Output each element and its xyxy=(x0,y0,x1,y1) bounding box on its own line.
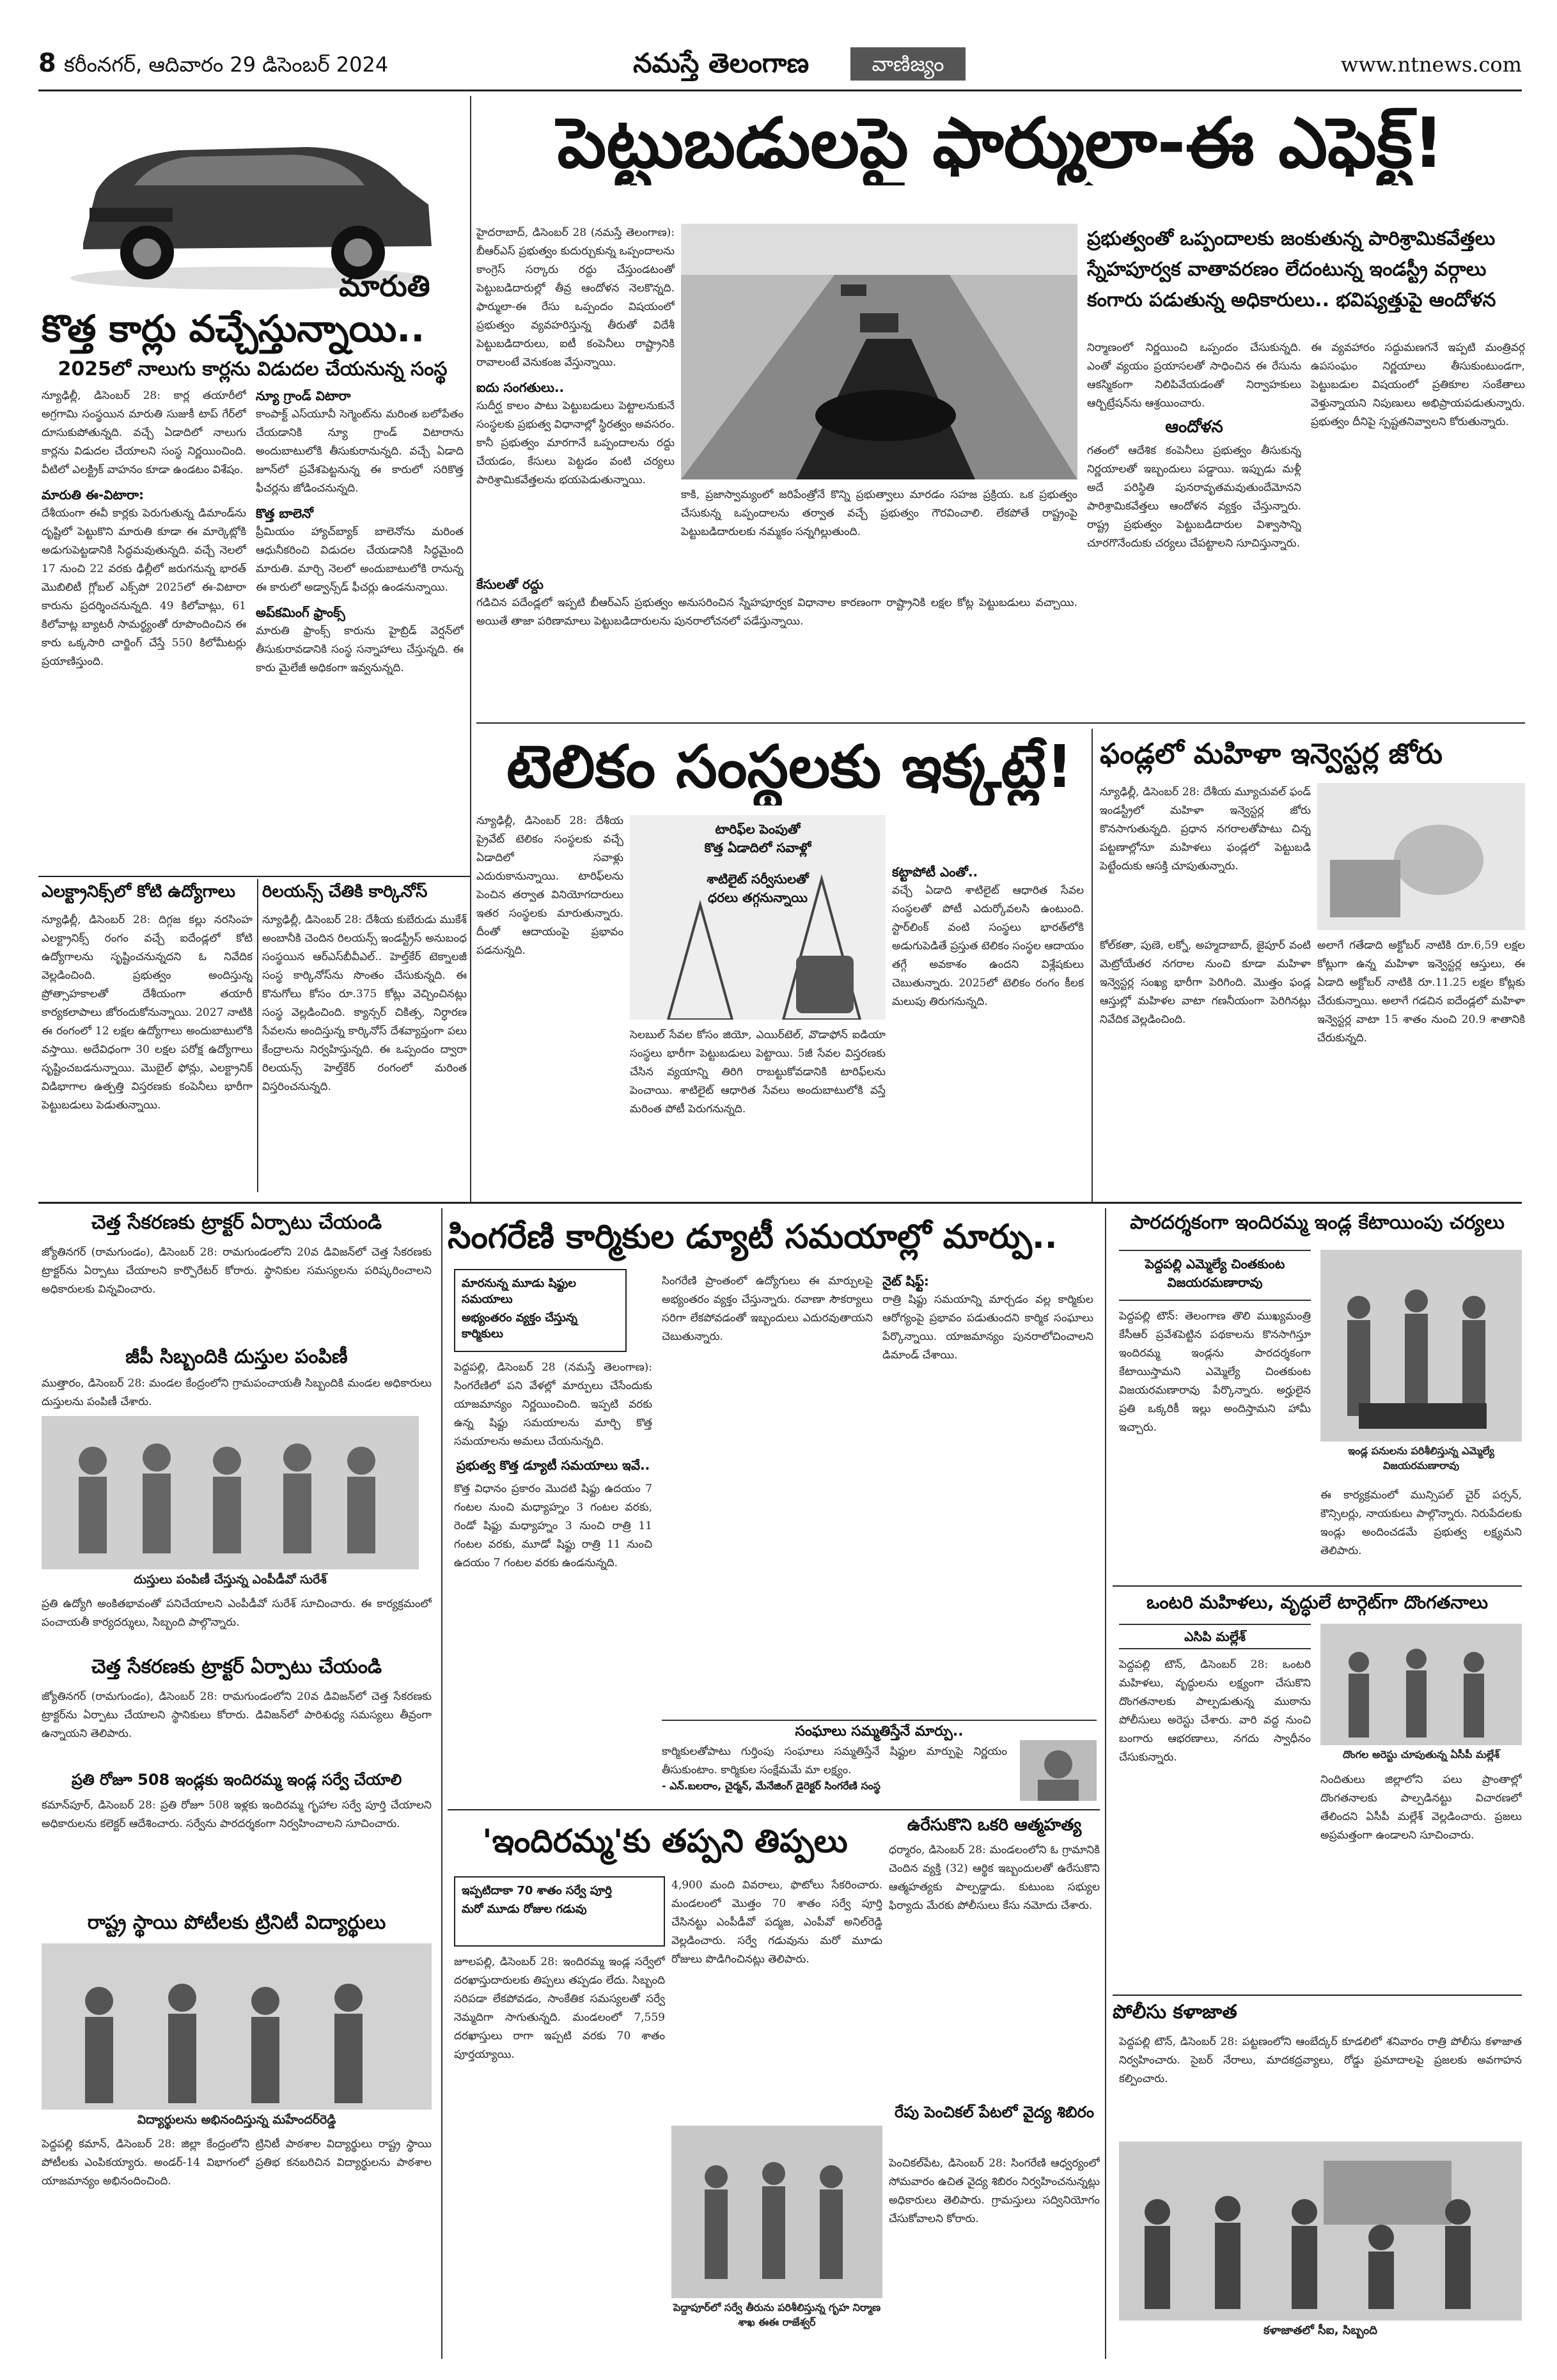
maruti-col2-subhead2: కొత్త బాలెనో xyxy=(256,506,314,521)
maruti-kicker: మారుతి xyxy=(339,268,430,303)
funds-photo xyxy=(1317,783,1525,930)
bjp-after: ప్రతి ఉద్యోగి అంకితభావంతో పనిచేయాలని ఎంపీడీవో సురేశ్ సూచించారు. ఈ కార్యక్రమంలో పంచాయతీ కార్యదర్శులు, సిబ్బంది పాల్గొన్నారు. xyxy=(42,1598,432,1629)
indiramma-col1-left xyxy=(454,1953,665,2349)
section-label: వాణిజ్యం xyxy=(850,47,966,81)
singareni-quote-attr: - ఎన్.బలరాం, చైర్మన్, మేనేజింగ్ డైరెక్టర్ సింగరేణి సంస్థ xyxy=(662,1780,881,1792)
car-photo xyxy=(38,96,460,294)
transparency-subhead: పెద్దపల్లి ఎమ్మెల్యే చింతకుంట విజయరమణారావు xyxy=(1145,1256,1285,1290)
electronics-body: న్యూఢిల్లీ, డిసెంబర్ 28: దిగ్గజ కల్లు నరసింహ ఎలక్ట్రానిక్స్ రంగం వచ్చే ఐదేండ్లలో కోటి ఉద్యోగాలను సృష్టించనున్నదని ఓ నివేదిక వెల్లడించింది. ప్రభుత్వం అందిస్తున్న ప్రోత్సాహకాలతో దేశీయంగా తయారీ కార్యకలాపాలు జోరందుకోనున్నాయి. 2027 నాటికి ఈ రంగంలో 12 లక్షల ఉద్యోగాలు అందుబాటులోకి వస్తాయి. అదేవిధంగా 30 లక్షల పరోక్ష ఉద్యోగాలు సృష్టించబడనున్నాయి. మొబైల్ ఫోన్లు, ఎలక్ట్రానిక్ విడిభాగాల ఉత్పత్తి విస్తరణకు కంపెనీలు భారీగా పెట్టుబడులు పెడుతున్నాయి. xyxy=(42,914,253,1112)
tractor-body: జ్యోతినగర్ (రామగుండం), డిసెంబర్ 28: రామగుండంలోని 20వ డివిజన్‌లో చెత్త సేకరణకు ట్రాక్టర్‌ను ఏర్పాటు చేయాలని కార్పొరేటర్ కోరారు. స్థానికుల సమస్యలను పరిష్కరించాలని అధికారులకు విన్నవించారు. xyxy=(42,1246,432,1296)
maruti-col2 xyxy=(256,387,464,853)
reliance-body: న్యూఢిల్లీ, డిసెంబర్ 28: దేశీయ కుబేరుడు ముకేశ్ అంబానీకి చెందిన రిలయన్స్ ఇండస్ట్రీస్ అనుబంధ సంస్థయిన ఆర్‌ఎస్‌బీవీఎల్.. హెల్త్‌కేర్ టెక్నాలజీ సంస్థ కార్కినోస్‌ను సొంతం చేసుకున్నది. ఈ కొనుగోలు కోసం రూ.375 కోట్లు వెచ్చించినట్లు సంస్థ వెల్లడించింది. క్యాన్సర్ చికిత్స, నిర్ధారణ సేవలను అందిస్తున్న కార్కినోస్ దేశవ్యాప్తంగా పలు కేంద్రాలను నిర్వహిస్తున్నది. ఈ ఒప్పందం ద్వారా రిలయన్స్ హెల్త్‌కేర్ రంగంలో మరింత విస్తరించనున్నది. xyxy=(262,914,467,1093)
pension-subhead: రేపు పెంచికల్ పేటలో వైద్య శిబిరం xyxy=(895,2103,1094,2121)
maruti-subhead: 2025లో నాలుగు కార్లను విడుదల చేయనున్న సంస్థ xyxy=(58,358,448,380)
date-line: కరీంనగర్, ఆదివారం 29 డిసెంబర్ 2024 xyxy=(64,52,389,77)
pension-headline: ఉరేసుకొని ఒకరి ఆత్మహత్య xyxy=(907,1816,1082,1835)
transparency-photo xyxy=(1320,1250,1522,1442)
indiramma-bullets xyxy=(454,1876,665,1947)
balaram-photo xyxy=(1020,1740,1097,1801)
tractor2-body: జ్యోతినగర్ (రామగుండం), డిసెంబర్ 28: రామగుండంలోని 20వ డివిజన్‌లో చెత్త సేకరణకు ట్రాక్టర్‌ను ఏర్పాటు చేయాలని స్థానికులు కోరారు. డివిజన్‌లో పారిశుధ్య సమస్యలు తీవ్రంగా ఉన్నాయని తెలిపారు. xyxy=(42,1690,432,1740)
pension-body2: పెంచికల్‌పేట, డిసెంబర్ 28: సింగరేణి ఆధ్వర్యంలో సోమవారం ఉచిత వైద్య శిబిరం నిర్వహించనున్నట్లు అధికారులు తెలిపారు. గ్రామస్తులు సద్వినియోగం చేసుకోవాలని కోరారు. xyxy=(889,2157,1100,2225)
maruti-col2-text: కాంపాక్ట్ ఎస్‌యూవీ సెగ్మెంట్‌ను మరింత బలోపేతం చేయడానికి న్యూ గ్రాండ్ విటారాను అందుబాటులోకి తీసుకురానున్నది. వచ్చే ఏడాది జూన్‌లో ప్రవేశపెట్టనున్న ఈ కారులో సరికొత్త ఫీచర్లను జోడించనున్నది. xyxy=(256,408,464,495)
police-photo xyxy=(1119,2142,1522,2321)
formula-intro: ప్రభుత్వంతో ఒప్పందాలకు జంకుతున్న పారిశ్రామికవేత్తలు స్నేహపూర్వక వాతావరణం లేదంటున్న ఇండస్ట్రీ వర్గాలు కంగారు పడుతున్న అధికారులు.. భవిష్యత్తుపై ఆందోళన xyxy=(1087,228,1496,311)
bjp-body: ముత్తారం, డిసెంబర్ 28: మండల కేంద్రంలోని గ్రామపంచాయతీ సిబ్బందికి మండల అధికారులు దుస్తులను పంపిణీ చేశారు. xyxy=(42,1377,432,1408)
header-rule xyxy=(38,89,1522,91)
women-bottom-rule xyxy=(1113,1995,1522,1996)
maruti-headline: కొత్త కార్లు వచ్చేస్తున్నాయి.. xyxy=(42,307,425,350)
women-subhead: ఎసిపి మల్లేశ్ xyxy=(1184,1629,1246,1644)
formula-col1-subhead: ఐదు సంగతులు.. xyxy=(476,380,565,395)
telecom-col3 xyxy=(892,812,1084,1183)
telecom-col2 xyxy=(630,1026,886,1186)
funds-col1 xyxy=(1100,783,1311,930)
formula-headline: పెట్టుబడులపై ఫార్ములా-ఈ ఎఫెక్ట్! xyxy=(557,104,1444,183)
police-body: పెద్దపల్లి టౌన్, డిసెంబర్ 28: పట్టణంలోని ఆంబేద్కర్ కూడలిలో శనివారం రాత్రి పోలీసు కళాజాత నిర్వహించారు. సైబర్ నేరాలు, మాదకద్రవ్యాలు, రోడ్డు ప్రమాదాలపై ప్రజలకు అవగాహన కల్పించారు. xyxy=(1119,2035,1522,2085)
telecom-graphic-line4: ధరలు తగ్గనున్నాయి xyxy=(707,890,808,905)
masthead: నమస్తే తెలంగాణ xyxy=(633,47,810,79)
transparency-caption: ఇండ్ల పనులను పరిశీలిస్తున్న ఎమ్మెల్యే విజయరమణారావు xyxy=(1348,1445,1494,1472)
women-col1: పెద్దపల్లి టౌన్, డిసెంబర్ 28: ఒంటరి మహిళలు, వృద్ధులను లక్ష్యంగా చేసుకొని దొంగతనాలకు పాల్పడుతున్న ముఠాను పోలీసులు అరెస్టు చేశారు. వారి వద్ద నుంచి బంగారు ఆభరణాలు, నగదు స్వాధీనం చేసుకున్నారు. xyxy=(1119,1658,1311,1764)
singareni-col3-subhead: నైట్ షిఫ్ట్: xyxy=(882,1273,929,1289)
rashtra-caption: విద్యార్థులను అభినందిస్తున్న మహేందర్‌రెడ్డి xyxy=(137,2113,336,2127)
center-rule xyxy=(38,1202,1522,1204)
singareni-col2 xyxy=(662,1272,873,1713)
bjp-caption: దుస్తులు పంపిణీ చేస్తున్న ఎంపీడీవో సురేశ్ xyxy=(134,1573,327,1587)
maruti-col1b-text: దేశీయంగా ఈవీ కార్లకు పెరుగుతున్న డిమాండ్‌ను దృష్టిలో పెట్టుకొని మారుతి కూడా ఈ మార్కెట్లోకి అడుగుపెట్టడానికి సిద్ధమవుతున్నది. వచ్చే నెలలో 17 నుంచి 22 వరకు ఢిల్లీలో జరుగనున్న భారత్ మొబిలిటీ గ్లోబల్ ఎక్స్‌పో 2025లో ఈ-విటారా కారును ప్రదర్శించనున్నది. 49 కిలోవాట్లు, 61 కిలోవాట్ల బ్యాటరీ సామర్థ్యంతో రూపొందించిన ఈ కారు ఒక్కసారి చార్జింగ్ చేస్తే 550 కిలోమీటర్లు ప్రయాణిస్తుంది. xyxy=(42,507,246,668)
formula-col3b-text: గతంలో ఆదేశిక కంపెనీలు ప్రభుత్వం తీసుకున్న నిర్ణయాలతో ఇబ్బందులు పడ్డాయి. ఇప్పుడు మళ్లీ అదే పరిస్థితి పునరావృతమవుతుందేమోనని పారిశ్రామికవేత్తలు ఆందోళన వ్యక్తం చేస్తున్నారు. రాష్ట్ర ప్రభుత్వం పెట్టుబడిదారుల విశ్వాసాన్ని చూరగొనేందుకు చర్యలు చేపట్టాలని సూచిస్తున్నారు. xyxy=(1087,444,1301,550)
singareni-col2-text: సింగరేణి ప్రాంతంలో ఉద్యోగులు ఈ మార్పులపై అభ్యంతరం వ్యక్తం చేస్తున్నారు. రవాణా సౌకర్యాలు సరిగా లేకపోవడంతో ఇబ్బందులు ఎదురవుతాయని చెబుతున్నారు. xyxy=(662,1275,873,1343)
funds-col3-text: అలాగే గతేడాది అక్టోబర్ నాటికి రూ.6,59 లక్షల కోట్లుగా ఉన్న మహిళా ఇన్వెస్టర్ల ఆస్తులు, ఈ ఏడాది అక్టోబర్ నాటికి రూ.11.25 లక్షల కోట్లకు చేరుకున్నాయి. అలాగే గడచిన ఐదేండ్లలో మహిళా ఇన్వెస్టర్ల వాటా 15 శాతం నుంచి 20.9 శాతానికి చేరుకున్నది. xyxy=(1317,939,1525,1045)
divider-electronics xyxy=(257,879,258,1192)
tractor2-headline: చెత్త సేకరణకు ట్రాక్టర్ ఏర్పాటు చేయండి xyxy=(91,1656,382,1678)
bjp-photo xyxy=(42,1416,419,1569)
rashtra-body: పెద్దపల్లి కమాన్, డిసెంబర్ 28: జిల్లా కేంద్రంలోని ట్రినిటీ పాఠశాల విద్యార్థులు రాష్ట్ర స్థాయి పోటీలకు ఎంపికయ్యారు. అండర్-14 విభాగంలో ప్రతిభ కనబరిచిన విద్యార్థులను పాఠశాల యాజమాన్యం అభినందించింది. xyxy=(42,2138,432,2188)
formula-race-photo xyxy=(681,224,1077,479)
rashtra-photo xyxy=(42,1943,432,2110)
singareni-quote-text: కార్మికులతోపాటు గుర్తింపు సంఘాలు సమ్మతిస్తేనే షిఫ్టుల మార్పుపై నిర్ణయం తీసుకుంటాం. కార్మికుల సంక్షేమమే మా లక్ష్యం. xyxy=(662,1745,1007,1777)
telecom-graphic-line2: కొత్త ఏడాదిలో సవాళ్లో xyxy=(704,840,811,855)
singareni-col1 xyxy=(454,1358,652,1800)
formula-col2-subhead: కేసులతో రద్దు xyxy=(476,577,544,592)
reliance-headline: రిలయన్స్ చేతికి కార్కినోస్ xyxy=(262,882,428,901)
indiramma508-headline: ప్రతి రోజూ 508 ఇండ్లకు ఇందిరమ్మ ఇండ్ల సర్వే చేయాలి xyxy=(71,1771,402,1789)
funds-col1-text: న్యూఢిల్లీ, డిసెంబర్ 28: దేశీయ మ్యూచువల్ ఫండ్ ఇండస్ట్రీలో మహిళా ఇన్వెస్టర్ల జోరు కొనసాగుతున్నది. ప్రధాన నగరాలతోపాటు చిన్న పట్టణాల్లోనూ మహిళలు ఫండ్లలో పెట్టుబడి పెట్టేందుకు ఆసక్తి చూపుతున్నారు. xyxy=(1100,786,1311,873)
formula-lower xyxy=(476,575,1077,716)
women-subhead-box xyxy=(1119,1624,1311,1649)
rashtra-headline: రాష్ట్ర స్థాయి పోటీలకు ట్రినిటీ విద్యార్థులు xyxy=(87,1911,386,1934)
formula-col2b-text: గడిచిన పదేండ్లలో ఇప్పటి బీఆర్‌ఎస్ ప్రభుత్వం అనుసరించిన స్నేహపూర్వక విధానాల కారణంగా రాష్ట్రానికి లక్షల కోట్ల పెట్టుబడులు వచ్చాయి. అయితే తాజా పరిణామాలు పెట్టుబడిదారులను పునరాలోచనలో పడేస్తున్నాయి. xyxy=(476,596,1077,628)
singareni-col1-text: పెద్దపల్లి, డిసెంబర్ 28 (నమస్తే తెలంగాణ): సింగరేణిలో పని వేళల్లో మార్పులు చేసేందుకు యాజమాన్యం నిర్ణయించింది. ఇప్పటి వరకు ఉన్న షిఫ్టు సమయాలను మార్చి కొత్త సమయాలను అమలు చేయనున్నది. xyxy=(454,1361,652,1448)
page-header xyxy=(38,45,1522,89)
formula-col4-text: ఈ వ్యవహారం సద్దుమణగనే ఇప్పటి మంత్రివర్గ ఉపసంఘం నిర్ణయాలు తీసుకుంటుండగా, పెట్టుబడుల విషయంలో ప్రతికూల సంకేతాలు వెళ్తున్నాయని నిపుణులు అభిప్రాయపడుతున్నారు. ప్రభుత్వం దీనిపై స్పష్టతనివ్వాలని కోరుతున్నారు. xyxy=(1311,341,1525,428)
singareni-quote-box xyxy=(662,1720,1097,1803)
singareni-headline: సింగరేణి కార్మికుల డ్యూటీ సమయాల్లో మార్పు.. xyxy=(448,1218,1058,1256)
formula-col3-subhead: ఆందోళన xyxy=(1165,417,1223,437)
transparency-col2: ఈ కార్యక్రమంలో మున్సిపల్ చైర్ పర్సన్, కౌన్సిలర్లు, నాయకులు పాల్గొన్నారు. నిరుపేదలకు ఇండ్లు అందించడమే ప్రభుత్వ లక్ష్యమని తెలిపారు. xyxy=(1320,1489,1522,1557)
formula-col3-text: నిర్మాణంలో నిర్ణయించి ఒప్పందం చేసుకున్నది. ఎంతో వ్యయం ప్రయాసలతో సాధించిన ఈ రేసును ఆకస్మికంగా నిలిపివేయడంతో నిర్వాహకులు ఆర్బిట్రేషన్‌ను ఆశ్రయించారు. xyxy=(1087,341,1301,410)
singareni-quote-headline: సంఘాలు సమ్మతిస్తేనే మార్పు.. xyxy=(795,1723,964,1739)
singareni-col1b-text: కొత్త విధానం ప్రకారం మొదటి షిఫ్టు ఉదయం 7 గంటల నుంచి మధ్యాహ్నం 3 గంటల వరకు, రెండో షిఫ్టు మధ్యాహ్నం 3 నుంచి రాత్రి 11 గంటల వరకు, మూడో షిఫ్టు రాత్రి 11 నుంచి ఉదయం 7 గంటల వరకు ఉండనున్నది. xyxy=(454,1482,652,1569)
funds-col2-text: కోల్‌కతా, పుణె, లక్నో, అహ్మదాబాద్, జైపూర్ వంటి మెట్రోయేతర నగరాల నుంచి కూడా మహిళా ఇన్వెస్టర్ల సంఖ్య భారీగా పెరిగింది. మొత్తం ఫండ్ల ఆస్తుల్లో మహిళల వాటా గణనీయంగా పెరిగినట్లు నివేదిక వెల్లడించింది. xyxy=(1100,939,1311,1026)
divider-lower-left xyxy=(441,1208,442,2359)
telecom-col1-text: న్యూఢిల్లీ, డిసెంబర్ 28: దేశీయ ప్రైవేట్ టెలికం సంస్థలకు వచ్చే ఏడాదిలో సవాళ్లు ఎదురుకానున్నాయి. టారిఫ్‌లను పెంచిన తర్వాత వినియోగదారులు ఇతర సంస్థలకు మారుతున్నారు. దీంతో ఆదాయంపై ప్రభావం పడనున్నది. xyxy=(476,814,623,957)
singareni-col3-text: రాత్రి షిఫ్టు సమయాన్ని మార్చడం వల్ల కార్మికుల ఆరోగ్యంపై ప్రభావం పడుతుందని కార్మిక సంఘాలు పేర్కొన్నాయి. యాజమాన్యం పునరాలోచించాలని డిమాండ్ చేశాయి. xyxy=(882,1293,1093,1362)
divider-telecom-funds xyxy=(1091,729,1093,1202)
indiramma508-body: కమాన్‌పూర్, డిసెంబర్ 28: ప్రతి రోజూ 508 ఇళ్లకు ఇందిరమ్మ గృహాల సర్వే పూర్తి చేయాలని అధికారులను కలెక్టర్ ఆదేశించారు. సర్వేను పారదర్శకంగా నిర్వహించాలని సూచించారు. xyxy=(42,1799,432,1830)
police-caption: కళాజాతలో సీఐ, సిబ్బంది xyxy=(1264,2324,1377,2337)
indiramma-col1 xyxy=(671,1876,882,2119)
funds-headline: ఫండ్లలో మహిళా ఇన్వెస్టర్ల జోరు xyxy=(1100,738,1443,770)
indiramma-caption: పెద్దాపూర్‌లో సర్వే తీరును పరిశీలిస్తున్న గృహ నిర్మాణ శాఖ ఈఈ రాజేశ్వర్ xyxy=(673,2301,881,2328)
indiramma-col1-text: జూలపల్లి, డిసెంబర్ 28: ఇందిరమ్మ ఇండ్ల సర్వేలో దరఖాస్తుదారులకు తిప్పలు తప్పడం లేదు. సిబ్బంది సరిపడా లేకపోవడం, సాంకేతిక సమస్యలతో సర్వే నెమ్మదిగా సాగుతున్నది. మండలంలో 7,559 దరఖాస్తులు రాగా ఇప్పటి వరకు 70 శాతం పూర్తయ్యాయి. xyxy=(454,1956,665,2061)
indiramma-headline: 'ఇందిరమ్మ'కు తప్పని తిప్పలు xyxy=(482,1823,848,1860)
bjp-headline: జీపీ సిబ్బందికి దుస్తుల పంపిణీ xyxy=(125,1346,348,1368)
divider-lower-right xyxy=(1105,1208,1106,2359)
transparency-bottom-rule xyxy=(1113,1585,1522,1587)
women-photo xyxy=(1320,1624,1522,1745)
singareni-bullet-2: అభ్యంతరం వ్యక్తం చేస్తున్న కార్మికులు xyxy=(462,1311,577,1341)
website[interactable]: www.ntnews.com xyxy=(1340,52,1522,77)
telecom-col3-text: వచ్చే ఏడాది శాటిలైట్ ఆధారిత సేవల సంస్థలతో పోటీ ఎదుర్కోవలసి ఉంటుంది. స్టార్‌లింక్ వంటి సంస్థలు భారత్‌లోకి అడుగుపెడితే ప్రస్తుత టెలికం సంస్థల ఆదాయం తగ్గే అవకాశం ఉందని విశ్లేషకులు చెబుతున్నారు. 2025లో టెలికం రంగం కీలక మలుపు తిరుగనున్నది. xyxy=(892,884,1084,1008)
transparency-headline: పారదర్శకంగా ఇందిరమ్మ ఇండ్ల కేటాయింపు చర్యలు xyxy=(1130,1211,1505,1234)
maruti-col1-text: న్యూఢిల్లీ, డిసెంబర్ 28: కార్ల తయారీలో అగ్రగామి సంస్థయిన మారుతి సుజుకీ టాప్ గేర్‌లో దూసుకుపోతున్నది. వచ్చే ఏడాదిలో నాలుగు కార్లను విడుదల చేయాలని సంస్థ నిర్ణయించింది. వీటిలో ఎలక్ట్రిక్ వాహనం కూడా ఉండటం విశేషం. xyxy=(42,389,246,476)
formula-col1b-text: సుదీర్ఘ కాలం పాటు పెట్టుబడులు పెట్టాలనుకునే సంస్థలకు ప్రభుత్వ విధానాల్లో స్థిరత్వం అవసరం. కానీ ప్రభుత్వం మారగానే ఒప్పందాలను రద్దు చేయడం, కేసులు పెట్టడం వంటి చర్యలు పారిశ్రామికవేత్తలను భయపెడుతున్నాయి. xyxy=(476,400,675,486)
women-headline: ఒంటరి మహిళలు, వృద్ధులే టార్గెట్‌గా దొంగతనాలు xyxy=(1146,1592,1489,1613)
singareni-bullet-1: మారనున్న మూడు షిఫ్టుల సమయాలు xyxy=(462,1277,577,1306)
singareni-bullets xyxy=(454,1269,627,1352)
telecom-headline: టెలికం సంస్థలకు ఇక్కట్లే! xyxy=(506,733,1073,801)
indiramma-col2-text: 4,900 మంది వివరాలు, ఫొటోలు సేకరించారు. మండలంలో మొత్తం 70 శాతం సర్వే పూర్తి చేసినట్టు ఎంపీడీవో పద్మజ, ఎంపీవో అనిల్‌రెడ్డి వెల్లడించారు. సర్వే గడువును మరో మూడు రోజులు పొడిగించినట్లు తెలిపారు. xyxy=(671,1879,882,1966)
indiramma-photo xyxy=(671,2126,882,2298)
tractor-headline: చెత్త సేకరణకు ట్రాక్టర్ ఏర్పాటు చేయండి xyxy=(91,1211,382,1234)
pension-body: ధర్మారం, డిసెంబర్ 28: మండలంలోని ఓ గ్రామానికి చెందిన వ్యక్తి (32) ఆర్థిక ఇబ్బందులతో ఉరేసుకొని ఆత్మహత్యకు పాల్పడ్డాడు. కుటుంబ సభ్యుల ఫిర్యాదు మేరకు పోలీసులు కేసు నమోదు చేశారు. xyxy=(889,1844,1100,1912)
funds-col3 xyxy=(1317,937,1525,1192)
telecom-graphic-line3: శాటిలైట్ సర్వీసులతో xyxy=(707,871,809,887)
telecom-col1 xyxy=(476,812,623,1183)
singareni-bottom-rule xyxy=(448,1809,1100,1810)
formula-col1 xyxy=(476,224,675,575)
formula-col1-text: హైదరాబాద్, డిసెంబర్ 28 (నమస్తే తెలంగాణ): బీఆర్‌ఎస్ ప్రభుత్వం కుదుర్చుకున్న ఒప్పందాలను కాంగ్రెస్ సర్కారు రద్దు చేస్తుండటంతో పెట్టుబడిదారుల్లో తీవ్ర ఆందోళన నెలకొన్నది. ఫార్ములా-ఈ రేసు ఒప్పందం విషయంలో ప్రభుత్వం వ్యవహరిస్తున్న తీరుతో విదేశీ పెట్టుబడిదారులు, ఐటీ కంపెనీలు రాష్ట్రానికి రావాలంటే వెనుకంజ వేస్తున్నాయి. xyxy=(476,226,675,369)
women-caption: దొంగల అరెస్టు చూపుతున్న ఏసీపీ మల్లేశ్ xyxy=(1342,1748,1500,1761)
divider-left xyxy=(470,96,471,1202)
left-mid-rule xyxy=(38,876,470,877)
indiramma-bullet-1: ఇప్పటిదాకా 70 శాతం సర్వే పూర్తి xyxy=(462,1884,612,1897)
singareni-col1-subhead: ప్రభుత్వ కొత్త డ్యూటీ సమయాలు ఇవే.. xyxy=(456,1458,650,1473)
maruti-col2-subhead: న్యూ గ్రాండ్ విటారా xyxy=(256,388,351,403)
maruti-col2c-text: మారుతి ఫ్రాంక్స్ కారును హైబ్రిడ్ వెర్షన్‌లో తీసుకురావడానికి సంస్థ సన్నాహాలు చేస్తున్నది. ఈ కారు మైలేజీ అధికంగా ఇవ్వనున్నది. xyxy=(256,625,464,674)
maruti-col1-subhead: మారుతి ఈ-విటారా: xyxy=(42,487,144,502)
indiramma-bullet-2: మరో మూడు రోజుల గడువు xyxy=(462,1902,587,1916)
police-headline: పోలీసు కళాజాత xyxy=(1113,2001,1237,2023)
formula-col4 xyxy=(1311,339,1525,575)
maruti-col1 xyxy=(42,387,246,853)
telecom-graphic xyxy=(630,815,886,1020)
maruti-col2b-text: ప్రీమియం హ్యాచ్‌బ్యాక్ బాలెనోను మరింత ఆధునీకరించి విడుదల చేయడానికి సిద్ధమైంది మారుతి. మార్చి నెలలో అందుబాటులోకి రానున్న ఈ కారులో అడ్వాన్స్‌డ్ ఫీచర్లు ఉండనున్నాయి. xyxy=(256,525,464,594)
electronics-headline: ఎలక్ట్రానిక్స్‌లో కోటి ఉద్యోగాలు xyxy=(42,882,236,901)
women-col2: నిందితులు జిల్లాలోని పలు ప్రాంతాల్లో దొంగతనాలకు పాల్పడినట్టు విచారణలో తేలిందని ఏసీపీ మల్లేశ్ వెల్లడించారు. ప్రజలు అప్రమత్తంగా ఉండాలని సూచించారు. xyxy=(1320,1773,1522,1842)
page-number: 8 xyxy=(38,49,56,78)
formula-col3 xyxy=(1087,339,1301,575)
transparency-col1: పెద్దపల్లి టౌన్: తెలంగాణ తొలి ముఖ్యమంత్రి కేసీఆర్ ప్రవేశపెట్టిన పథకాలను కొనసాగిస్తూ ఇందిరమ్మ ఇండ్లను పారదర్శకంగా కేటాయిస్తామని ఎమ్మెల్యే చింతకుంట విజయరమణారావు పేర్కొన్నారు. అర్హులైన ప్రతి ఒక్కరికీ ఇల్లు అందిస్తామని హామీ ఇచ్చారు. xyxy=(1119,1310,1311,1434)
transparency-subhead-box xyxy=(1119,1250,1311,1301)
telecom-col2-text: సెలబుల్ సేవల కోసం జియో, ఎయిర్‌టెల్, వొడాఫోన్ ఐడియా సంస్థలు భారీగా పెట్టుబడులు పెట్టాయి. 5జీ సేవల విస్తరణకు చేసిన వ్యయాన్ని తిరిగి రాబట్టుకోవడానికి టారిఫ్‌లను పెంచాయి. శాటిలైట్ ఆధారిత సేవలు అందుబాటులోకి వస్తే మరింత పోటీ పెరుగనున్నది. xyxy=(630,1029,886,1116)
maruti-col2-subhead3: అప్‌కమింగ్ ఫ్రాంక్స్ xyxy=(256,605,345,620)
funds-col2 xyxy=(1100,937,1311,1192)
singareni-col3 xyxy=(882,1272,1093,1713)
formula-col2-text: కాకి, ప్రజాస్వామ్యంలో జరిపేంత్రోనే కొన్ని ప్రభుత్వాలు మారడం సహజ ప్రక్రియ. ఒక ప్రభుత్వం చేసుకున్న ఒప్పందాలను తర్వాత వచ్చే ప్రభుత్వం గౌరవించాలి. లేకపోతే రాష్ట్రంపై పెట్టుబడిదారులకు నమ్మకం సన్నగిల్లుతుంది. xyxy=(681,488,1077,538)
telecom-col3-subhead: కట్టాపోటీ ఎంతో.. xyxy=(892,864,978,880)
formula-bottom-rule xyxy=(476,722,1525,724)
telecom-graphic-line1: టారిఫ్‌ల పెంపుతో xyxy=(715,821,801,837)
formula-col2 xyxy=(681,486,1077,569)
